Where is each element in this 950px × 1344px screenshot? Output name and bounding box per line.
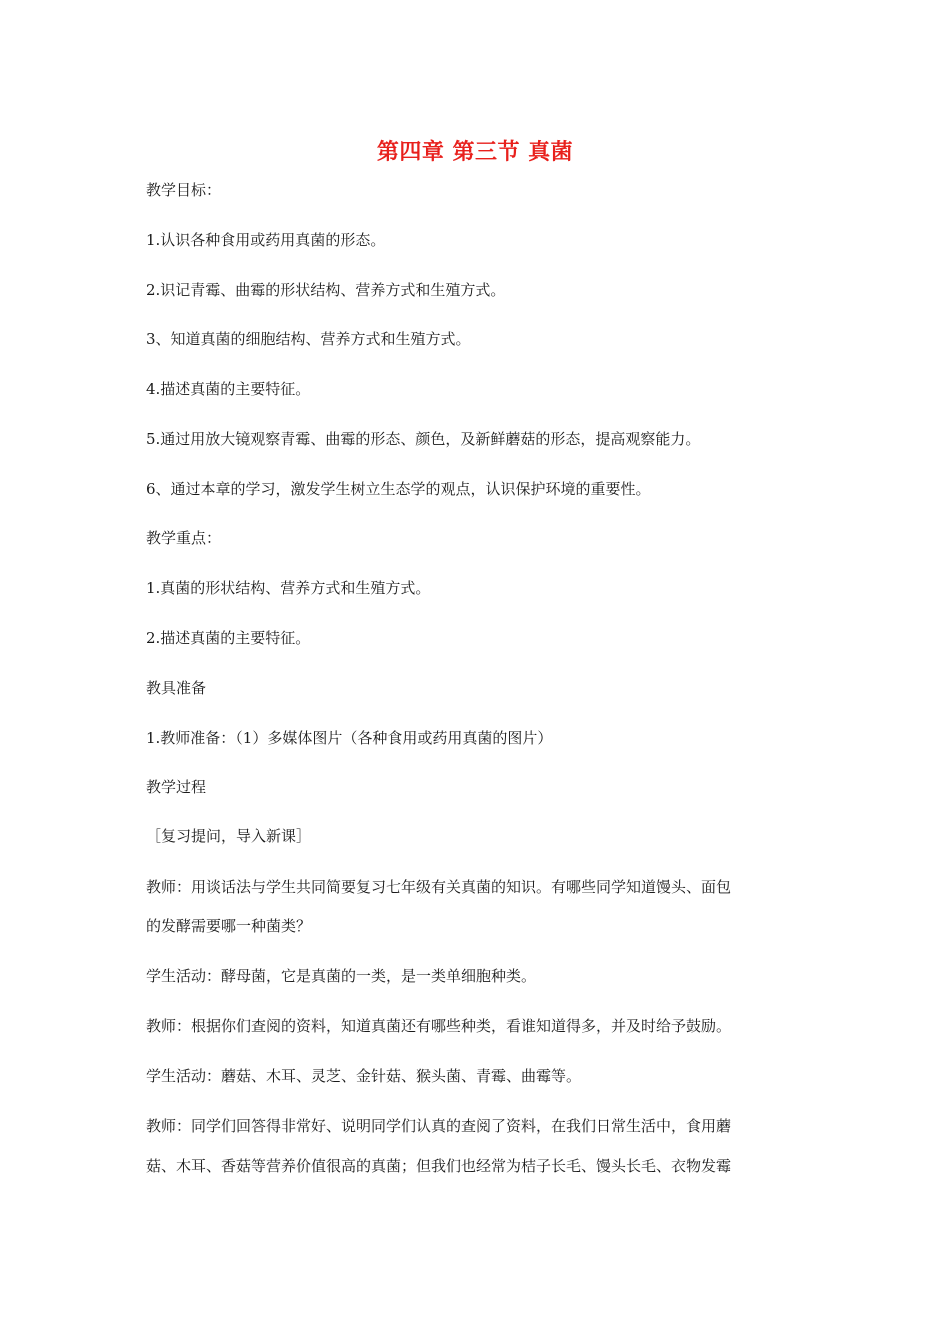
paragraph-line: 学生活动：酵母菌，它是真菌的一类，是一类单细胞种类。: [146, 967, 537, 985]
paragraph-line: 1.真菌的形状结构、营养方式和生殖方式。: [146, 579, 431, 597]
paragraph-line: 1.教师准备：（1）多媒体图片（各种食用或药用真菌的图片）: [146, 729, 553, 747]
paragraph-line: 4.描述真菌的主要特征。: [146, 380, 311, 398]
heading-objectives: 教学目标：: [146, 181, 222, 199]
paragraph-line: 6、通过本章的学习，激发学生树立生态学的观点，认识保护环境的重要性。: [146, 480, 651, 498]
paragraph-line: 教师：用谈话法与学生共同简要复习七年级有关真菌的知识。有哪些同学知道馒头、面包: [146, 878, 732, 896]
paragraph-line: 2.识记青霉、曲霉的形状结构、营养方式和生殖方式。: [146, 281, 506, 299]
paragraph-line: 教师：根据你们查阅的资料，知道真菌还有哪些种类，看谁知道得多，并及时给予鼓励。: [146, 1017, 732, 1035]
paragraph-line: 5.通过用放大镜观察青霉、曲霉的形态、颜色，及新鲜蘑菇的形态，提高观察能力。: [146, 430, 701, 448]
paragraph-line: 2.描述真菌的主要特征。: [146, 629, 311, 647]
document-title: 第四章 第三节 真菌: [376, 139, 574, 165]
section-marker: ［复习提问，导入新课］: [146, 827, 312, 845]
heading-teaching-process: 教学过程: [146, 778, 207, 796]
paragraph-line: 教师：同学们回答得非常好、说明同学们认真的查阅了资料，在我们日常生活中，食用蘑: [146, 1117, 732, 1135]
heading-key-points: 教学重点：: [146, 529, 222, 547]
heading-teaching-aids: 教具准备: [146, 679, 207, 697]
paragraph-line: 3、知道真菌的细胞结构、营养方式和生殖方式。: [146, 330, 471, 348]
paragraph-line: 学生活动：蘑菇、木耳、灵芝、金针菇、猴头菌、青霉、曲霉等。: [146, 1067, 582, 1085]
paragraph-line: 1.认识各种食用或药用真菌的形态。: [146, 231, 386, 249]
paragraph-line: 菇、木耳、香菇等营养价值很高的真菌；但我们也经常为桔子长毛、馒头长毛、衣物发霉: [146, 1157, 732, 1175]
paragraph-line: 的发酵需要哪一种菌类？: [146, 917, 312, 935]
